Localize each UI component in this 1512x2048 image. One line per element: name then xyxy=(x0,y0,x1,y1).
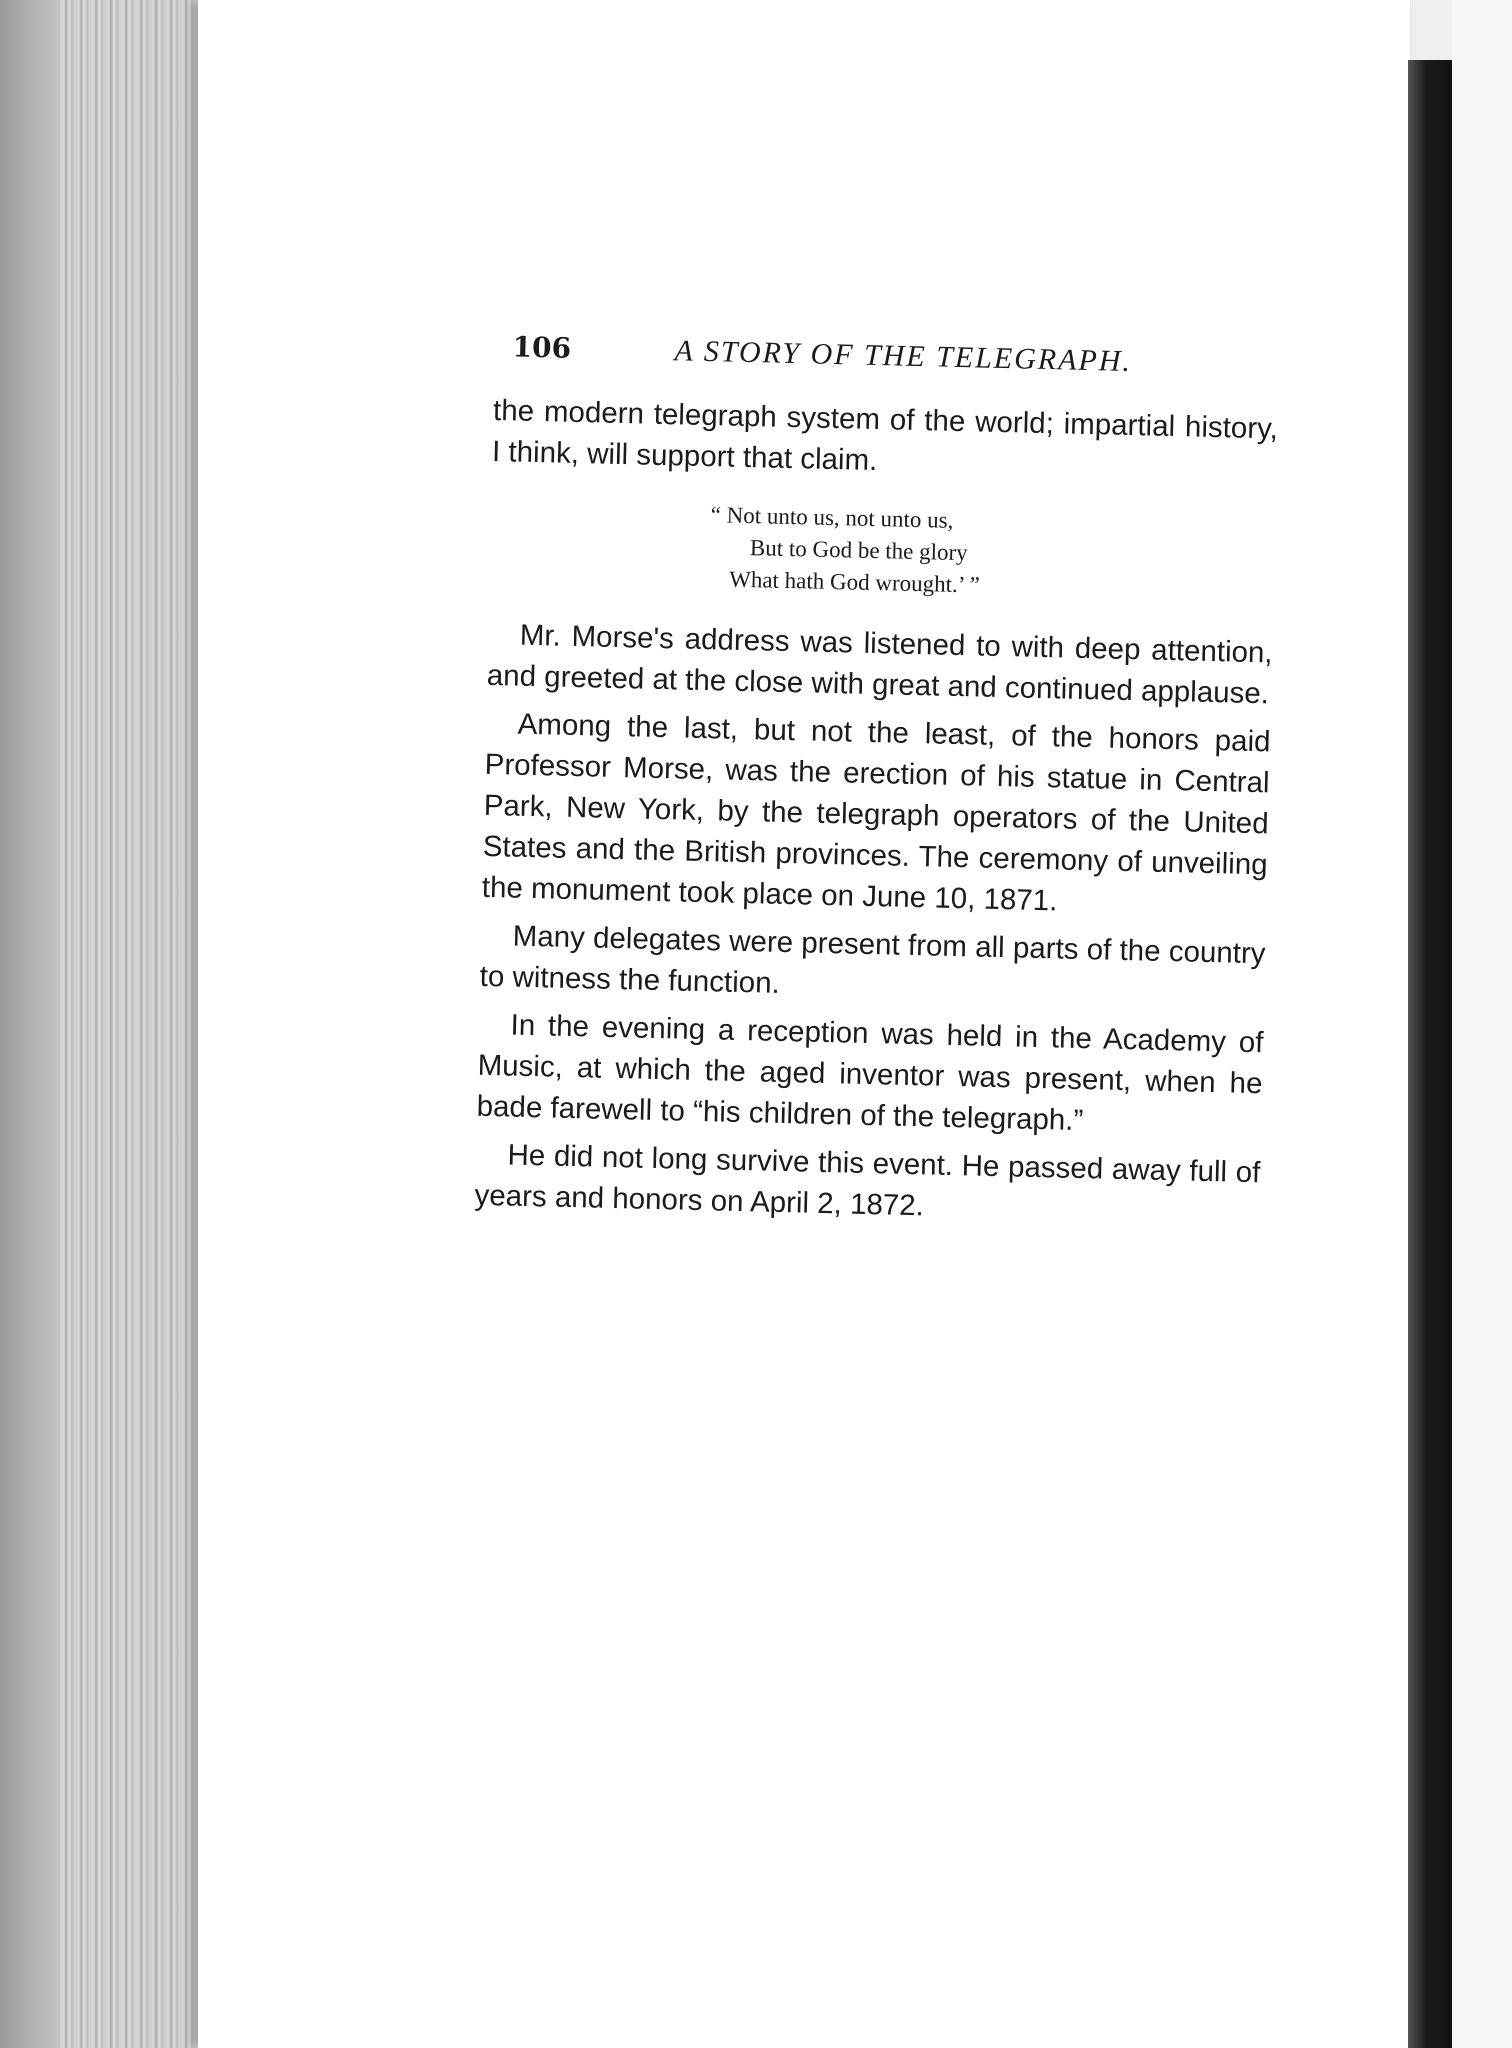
paragraph-continued: the modern telegraph system of the world; impartial history, I think, will support that claim. xyxy=(491,393,1279,478)
paragraph: In the evening a reception was held in the Academy of Music, at which the aged inventor was present, when he bade farewell to “his children of the telegraph.” xyxy=(476,1008,1264,1138)
verse-line: What hath God wrought.’ ” xyxy=(728,566,981,598)
paragraph: He did not long survive this event. He passed away full of years and honors on April 2, 1872. xyxy=(474,1138,1261,1223)
page-edges-shadow xyxy=(0,0,60,2048)
paragraph: Many delegates were present from all parts of the country to witness the function. xyxy=(479,919,1266,1000)
page-number: 106 xyxy=(512,330,572,365)
page-text-block xyxy=(474,330,1280,1234)
verse-line: But to God be the glory xyxy=(749,535,969,566)
next-page-shadow xyxy=(1408,60,1452,2048)
running-title: A STORY OF THE TELEGRAPH. xyxy=(674,334,1133,379)
right-margin xyxy=(1452,0,1512,2048)
verse-line: “ Not unto us, not unto us, xyxy=(710,502,954,533)
verse-quotation xyxy=(709,499,1276,608)
paragraph: Mr. Morse's address was listened to with deep attention, and greeted at the close with great and continued applause. xyxy=(486,618,1273,711)
paragraph: Among the last, but not the least, of the honors paid Professor Morse, was the erection of his statue in Central Park, New York, by the telegraph operators of the United States and the British provinces. The ceremony of unveiling the monument took place on June 10, 1871. xyxy=(481,707,1271,918)
body-text xyxy=(474,390,1278,1234)
